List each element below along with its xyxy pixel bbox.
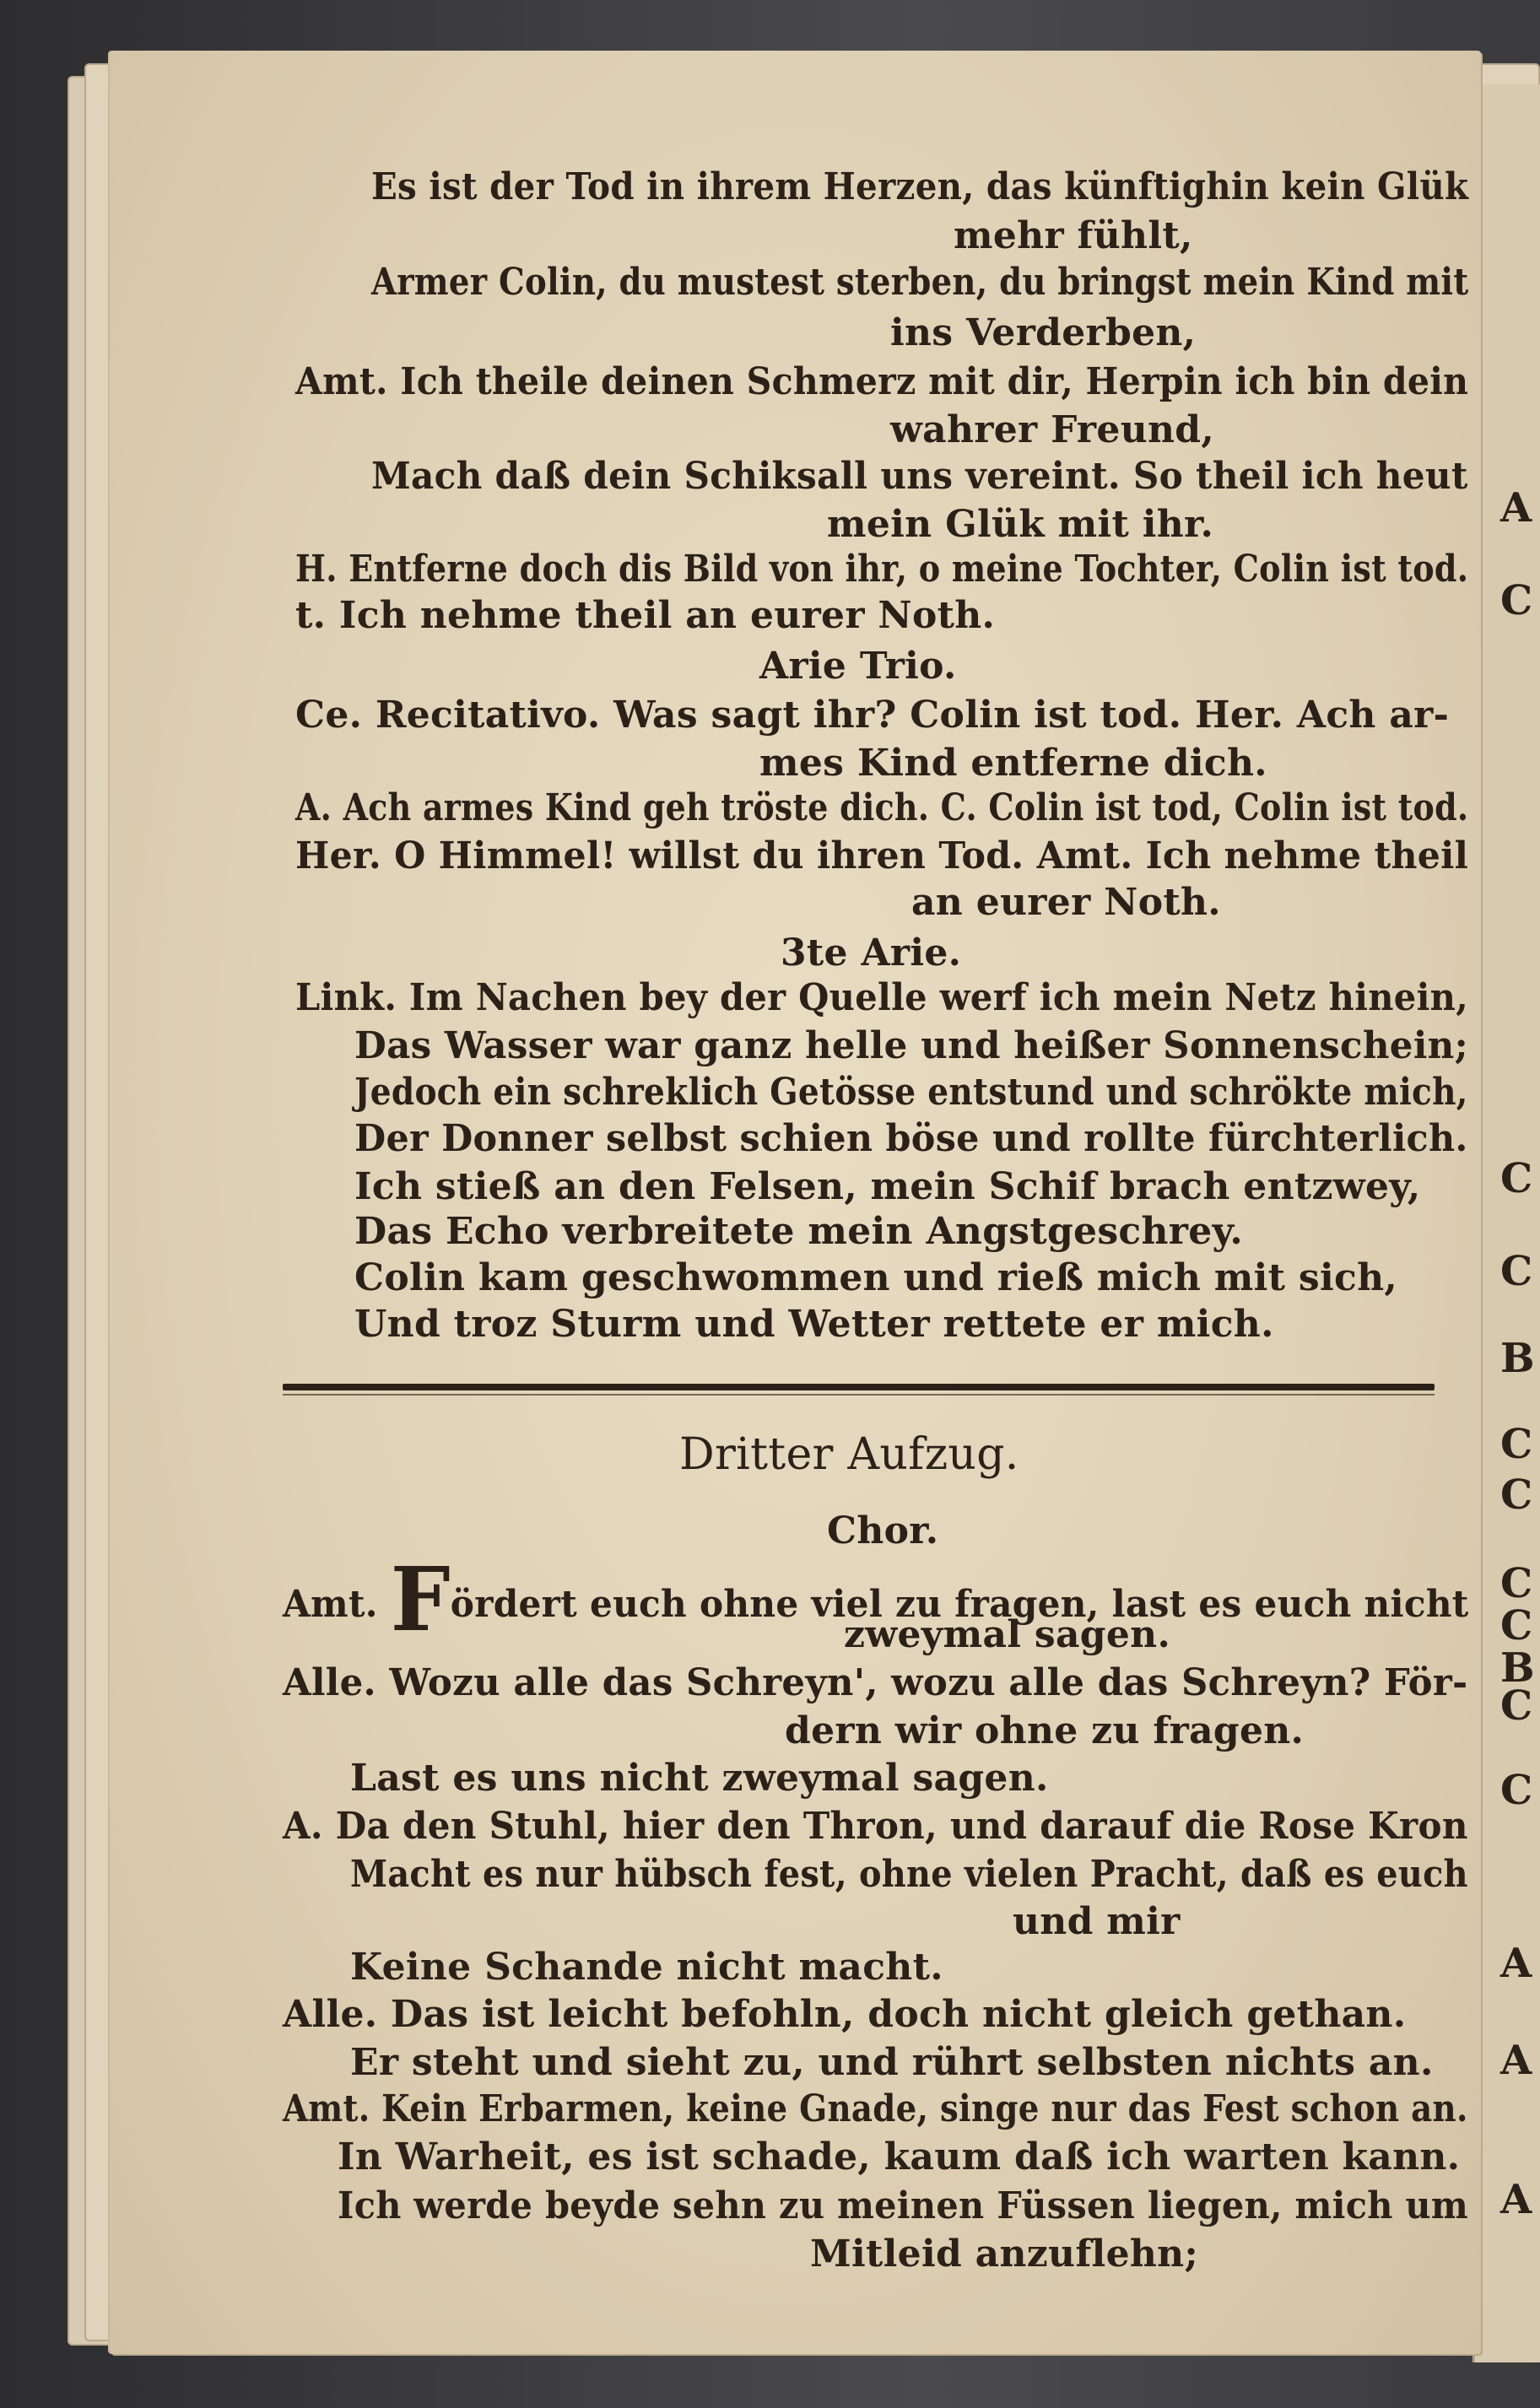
text-line: Ich stieß an den Felsen, mein Schif brach entzwey, <box>354 1165 1421 1208</box>
facing-page-letter: C <box>1500 577 1533 624</box>
text-line: Keine Schande nicht macht. <box>350 1946 943 1989</box>
facing-page-letter: C <box>1500 1560 1533 1607</box>
text-line: Amt. Ich theile deinen Schmerz mit dir, Herpin ich bin dein <box>295 360 1469 403</box>
text-line: Ce. Recitativo. Was sagt ihr? Colin ist tod. Her. Ach ar- <box>295 694 1450 737</box>
text-line: Er steht und sieht zu, und rührt selbsten nichts an. <box>350 2041 1434 2084</box>
text-line: Link. Im Nachen bey der Quelle werf ich mein Netz hinein, <box>295 976 1468 1019</box>
facing-page-letter: C <box>1500 1767 1533 1814</box>
facing-page-letter: B <box>1500 1644 1535 1692</box>
text-line: A. Da den Stuhl, hier den Thron, und darauf die Rose Kron <box>283 1805 1468 1848</box>
text-line: Chor. <box>827 1509 939 1552</box>
text-line: Jedoch ein schreklich Getösse entstund und schrökte mich, <box>354 1071 1468 1114</box>
page-text <box>110 51 1481 2354</box>
section-divider <box>283 1384 1435 1390</box>
text-line: an eurer Noth. <box>911 881 1221 924</box>
text-line: ins Verderben, <box>890 311 1197 354</box>
text-line: Das Echo verbreitete mein Angstgeschrey. <box>354 1210 1243 1253</box>
text-line: Amt. Kein Erbarmen, keine Gnade, singe nur das Fest schon an. <box>283 2087 1468 2130</box>
text-line: Alle. Das ist leicht befohln, doch nicht gleich gethan. <box>283 1993 1407 2036</box>
text-line: Her. O Himmel! willst du ihren Tod. Amt. Ich nehme theil <box>295 834 1469 877</box>
text-line: 3te Arie. <box>781 931 962 975</box>
text-line: Macht es nur hübsch fest, ohne vielen Pracht, daß es euch <box>350 1853 1468 1896</box>
text-line: Ich werde beyde sehn zu meinen Füssen liegen, mich um <box>338 2184 1469 2227</box>
text-line: Alle. Wozu alle das Schreyn', wozu alle das Schreyn? För- <box>283 1661 1468 1704</box>
text-line: Und troz Sturm und Wetter rettete er mich. <box>354 1303 1274 1346</box>
facing-page-edge <box>1472 84 1540 2362</box>
facing-page-letter: C <box>1500 1421 1533 1468</box>
text-line: wahrer Freund, <box>890 408 1214 451</box>
facing-page-letter: C <box>1500 1471 1533 1519</box>
text-line: A. Ach armes Kind geh tröste dich. C. Colin ist tod, Colin ist tod. <box>295 786 1469 829</box>
text-line: Mitleid anzuflehn; <box>810 2233 1198 2276</box>
text-line: Last es uns nicht zweymal sagen. <box>350 1757 1049 1800</box>
facing-page-letter: C <box>1500 1682 1533 1730</box>
book-page <box>110 51 1481 2354</box>
text-line: Das Wasser war ganz helle und heißer Sonnenschein; <box>354 1024 1469 1067</box>
facing-page-letter: A <box>1500 2037 1532 2084</box>
text-line: Mach daß dein Schiksall uns vereint. So theil ich heut <box>371 455 1468 498</box>
facing-page-letter: A <box>1500 484 1532 532</box>
text-line: Der Donner selbst schien böse und rollte fürchterlich. <box>354 1117 1468 1160</box>
text-line: und mir <box>1013 1900 1181 1943</box>
text-line: Armer Colin, du mustest sterben, du bringst mein Kind mit <box>371 261 1469 304</box>
facing-page-letter: C <box>1500 1248 1533 1295</box>
text-line: t. Ich nehme theil an eurer Noth. <box>295 594 996 637</box>
facing-page-letter: C <box>1500 1155 1533 1202</box>
text-line: mehr fühlt, <box>954 214 1193 257</box>
facing-page-letter: B <box>1500 1335 1535 1382</box>
text-line: Colin kam geschwommen und rieß mich mit sich, <box>354 1256 1398 1299</box>
text-line: H. Entferne doch dis Bild von ihr, o meine Tochter, Colin ist tod. <box>295 548 1469 591</box>
facing-page-letter: A <box>1500 2176 1532 2223</box>
text-line: In Warheit, es ist schade, kaum daß ich warten kann. <box>338 2135 1461 2179</box>
text-line: Es ist der Tod in ihrem Herzen, das künftighin kein Glük <box>371 165 1469 208</box>
facing-page-letter: A <box>1500 1940 1532 1987</box>
text-line: Dritter Aufzug. <box>679 1429 1019 1480</box>
drop-cap: F <box>390 1547 451 1651</box>
text-line: dern wir ohne zu fragen. <box>785 1709 1305 1752</box>
section-divider-thin <box>283 1394 1435 1396</box>
text-line: Amt. Fördert euch ohne viel zu fragen, last es euch nicht <box>283 1547 1469 1651</box>
text-line: mein Glük mit ihr. <box>827 503 1214 546</box>
facing-page-letter: C <box>1500 1602 1533 1649</box>
text-line: zweymal sagen. <box>844 1613 1171 1656</box>
text-line: Arie Trio. <box>759 645 957 688</box>
text-line: mes Kind entferne dich. <box>759 742 1267 785</box>
